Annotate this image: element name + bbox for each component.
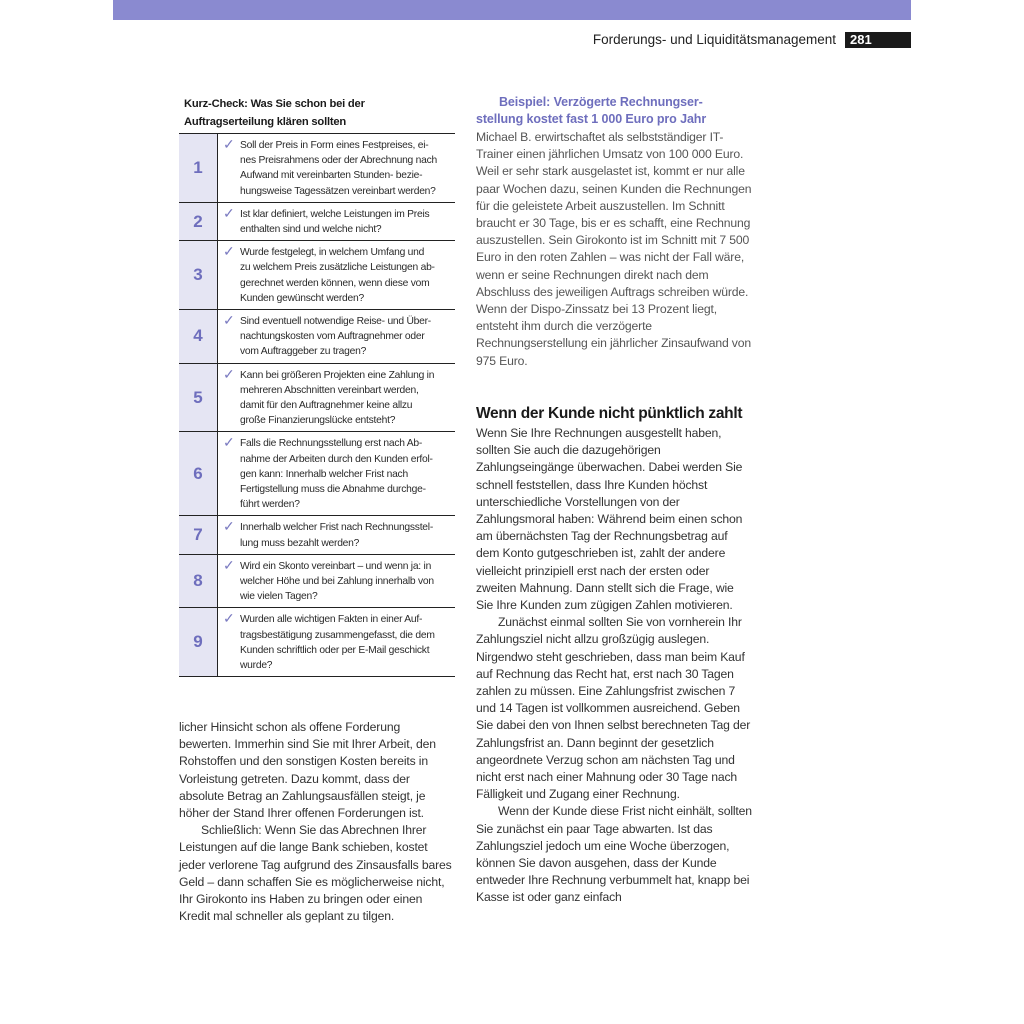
checkmark-icon: ✓ xyxy=(223,365,235,382)
checklist-row xyxy=(179,516,455,554)
row-text-line: lung muss bezahlt werden? xyxy=(240,537,360,549)
row-text-line: Kann bei größeren Projekten eine Zahlung in xyxy=(240,369,435,381)
row-text-line: Sind eventuell notwendige Reise- und Über- xyxy=(240,316,431,328)
checklist-row xyxy=(179,134,455,203)
row-number: 2 xyxy=(179,203,218,240)
row-text-line: tragsbestätigung zusammengefasst, die dem xyxy=(240,629,435,641)
row-text-line: Kunden schriftlich oder per E-Mail geschickt xyxy=(240,644,430,656)
row-text-line: Falls die Rechnungsstellung erst nach Ab- xyxy=(240,438,423,450)
row-text-line: Wurden alle wichtigen Fakten in einer Auf- xyxy=(240,614,423,626)
checkmark-icon: ✓ xyxy=(223,312,235,329)
example-heading xyxy=(476,94,752,128)
paragraph: Zunächst einmal sollten Sie von vornherein Ihr Zahlungsziel nicht allzu großzügig auslegen. Nirgendwo steht geschrieben, dass man beim Kauf auf Rechnung das Recht hat, erst nach 30 Tagen zahlen zu müssen. Eine Zahlungsfrist zwischen 7 und 14 Tagen ist vollkommen ausreichend. Geben Sie dabei den von Ihnen selbst berechneten Tag der Zahlungsfrist an. Dann beginnt der gesetzlich angeordnete Verzug schon am nächsten Tag und nicht erst nach einer Mahnung oder 30 Tage nach Fälligkeit und Zugang einer Rechnung. xyxy=(476,615,751,802)
row-text-line: große Finanzierungslücke entsteht? xyxy=(240,415,396,427)
checklist-row xyxy=(179,555,455,609)
row-text-line: führt werden? xyxy=(240,499,300,511)
checklist-title-line: Auftragserteilung klären sollten xyxy=(184,116,347,128)
row-text-line: Wurde festgelegt, in welchem Umfang und xyxy=(240,247,425,259)
row-text-line: vom Auftraggeber zu tragen? xyxy=(240,346,367,358)
row-text-line: gen kann: Innerhalb welcher Frist nach xyxy=(240,468,408,480)
example-text xyxy=(476,129,752,370)
left-column-text xyxy=(179,719,455,925)
checklist-table xyxy=(179,133,455,677)
page-number: 281 xyxy=(845,32,911,48)
paragraph: Michael B. erwirtschaftet als selbstständiger IT-Trainer einen jährlichen Umsatz von 100 000 Euro. Weil er sehr stark ausgelastet ist, kommt er nur alle paar Wochen dazu, seinen Kunden die Rechnungen für die geleistete Arbeit auszustellen. Im Schnitt braucht er 30 Tage, bis er es schafft, eine Rechnung auszustellen. Sein Girokonto ist im Schnitt mit 7 500 Euro in den roten Zahlen – was nicht der Fall wäre, wenn er seine Rechnungen direkt nach dem Abschluss des jeweiligen Auftrags schreiben würde. Wenn der Dispo-Zinssatz bei 13 Prozent liegt, entsteht ihm durch die verzögerte Rechnungserstellung ein jährlicher Zinsaufwand von 975 Euro. xyxy=(476,130,752,368)
row-text-line: zu welchem Preis zusätzliche Leistungen ab- xyxy=(240,262,435,274)
row-text-line: nes Preisrahmens oder der Abrechnung nach xyxy=(240,155,437,167)
running-header xyxy=(500,31,911,49)
row-number: 5 xyxy=(179,364,218,432)
row-body xyxy=(218,516,455,553)
row-number: 3 xyxy=(179,241,218,309)
row-text-line: welcher Höhe und bei Zahlung innerhalb von xyxy=(240,576,434,588)
row-text-line: enthalten sind und welche nicht? xyxy=(240,224,382,236)
row-number: 8 xyxy=(179,555,218,608)
row-text-line: Ist klar definiert, welche Leistungen im Preis xyxy=(240,208,430,220)
checkmark-icon: ✓ xyxy=(223,136,235,152)
checklist-row xyxy=(179,310,455,364)
row-body xyxy=(218,310,455,363)
paragraph: Wenn der Kunde diese Frist nicht einhält, sollten Sie zunächst ein paar Tage abwarten. Ist das Zahlungsziel jedoch um eine Woche überzogen, können Sie davon ausgehen, dass der Kunde entweder Ihre Rechnung verbummelt hat, knapp bei Kasse ist oder ganz einfach xyxy=(476,804,752,905)
paragraph: Wenn Sie Ihre Rechnungen ausgestellt haben, sollten Sie auch die dazugehörigen Zahlungseingänge überwachen. Dabei werden Sie schnell feststellen, dass Ihre Kunden höchst unterschiedliche Vorstellungen von der Zahlungsmoral haben: Während beim einen schon am übernächsten Tag der Rechnungsbetrag auf dem Konto gutgeschrieben ist, zahlt der andere vielleicht prinzipiell erst nach der ersten oder zweiten Mahnung. Dann stellt sich die Frage, wie Sie Ihre Kunden zum zügigen Zahlen motivieren. xyxy=(476,426,743,613)
checkmark-icon: ✓ xyxy=(223,243,235,260)
checkmark-icon: ✓ xyxy=(223,434,235,451)
paragraph: licher Hinsicht schon als offene Forderung bewerten. Immerhin sind Sie mit Ihrer Arbeit, den Rohstoffen und den sonstigen Kosten bereits in Vorleistung getreten. Dazu kommt, dass der absolute Betrag an Zahlungsausfällen steigt, je höher der Stand Ihrer offenen Forderungen ist. xyxy=(179,720,436,821)
checkmark-icon: ✓ xyxy=(223,204,235,221)
row-number: 1 xyxy=(179,134,218,202)
row-text-line: Wird ein Skonto vereinbart – und wenn ja: in xyxy=(240,560,432,572)
right-column-text xyxy=(476,425,752,907)
checklist-row xyxy=(179,432,455,516)
row-number: 9 xyxy=(179,608,218,676)
example-heading-line: Beispiel: Verzögerte Rechnungser- xyxy=(499,95,703,109)
row-number: 7 xyxy=(179,516,218,553)
row-body xyxy=(218,364,455,432)
row-body xyxy=(218,432,455,515)
paragraph: Schließlich: Wenn Sie das Abrechnen Ihrer Leistungen auf die lange Bank schieben, kostet jeder verlorene Tag aufgrund des Zinsausfalls bares Geld – dann schaffen Sie es möglicherweise nicht, Ihr Girokonto ins Haben zu bringen oder einen Kredit mal schneller als geplant zu tilgen. xyxy=(179,823,452,924)
checklist-row xyxy=(179,608,455,677)
row-body xyxy=(218,608,455,676)
row-text-line: Fertigstellung muss die Abnahme durchge- xyxy=(240,484,426,496)
row-body xyxy=(218,134,455,202)
header-band xyxy=(113,0,911,20)
row-text-line: gerechnet werden können, wenn diese vom xyxy=(240,277,430,289)
row-number: 4 xyxy=(179,310,218,363)
checklist-title xyxy=(184,95,454,131)
row-body xyxy=(218,555,455,608)
row-text-line: wie vielen Tagen? xyxy=(240,591,318,603)
checklist-title-line: Kurz-Check: Was Sie schon bei der xyxy=(184,98,365,110)
row-text-line: Soll der Preis in Form eines Festpreises, ei- xyxy=(240,140,429,151)
row-text-line: mehreren Abschnitten vereinbart werden, xyxy=(240,384,419,396)
row-body xyxy=(218,203,455,240)
checkmark-icon: ✓ xyxy=(223,556,235,573)
row-text-line: damit für den Auftragnehmer keine allzu xyxy=(240,400,413,412)
row-text-line: Aufwand mit vereinbarten Stunden- bezie- xyxy=(240,170,423,182)
running-title: Forderungs- und Liquiditätsmanagement xyxy=(592,32,836,47)
row-text-line: nachtungskosten vom Auftragnehmer oder xyxy=(240,331,425,343)
row-text-line: nahme der Arbeiten durch den Kunden erfol- xyxy=(240,453,433,465)
example-heading-line: stellung kostet fast 1 000 Euro pro Jahr xyxy=(476,112,707,126)
checklist-row xyxy=(179,364,455,433)
checkmark-icon: ✓ xyxy=(223,518,235,535)
checklist-row xyxy=(179,203,455,241)
checkmark-icon: ✓ xyxy=(223,610,235,627)
row-text-line: hungsweise Tagessätzen vereinbart werden? xyxy=(240,185,436,197)
checklist-row xyxy=(179,241,455,310)
row-number: 6 xyxy=(179,432,218,515)
row-body xyxy=(218,241,455,309)
section-heading: Wenn der Kunde nicht pünktlich zahlt xyxy=(476,405,743,422)
row-text-line: Innerhalb welcher Frist nach Rechnungsstel- xyxy=(240,522,434,534)
row-text-line: wurde? xyxy=(240,660,273,672)
row-text-line: Kunden gewünscht werden? xyxy=(240,292,364,304)
